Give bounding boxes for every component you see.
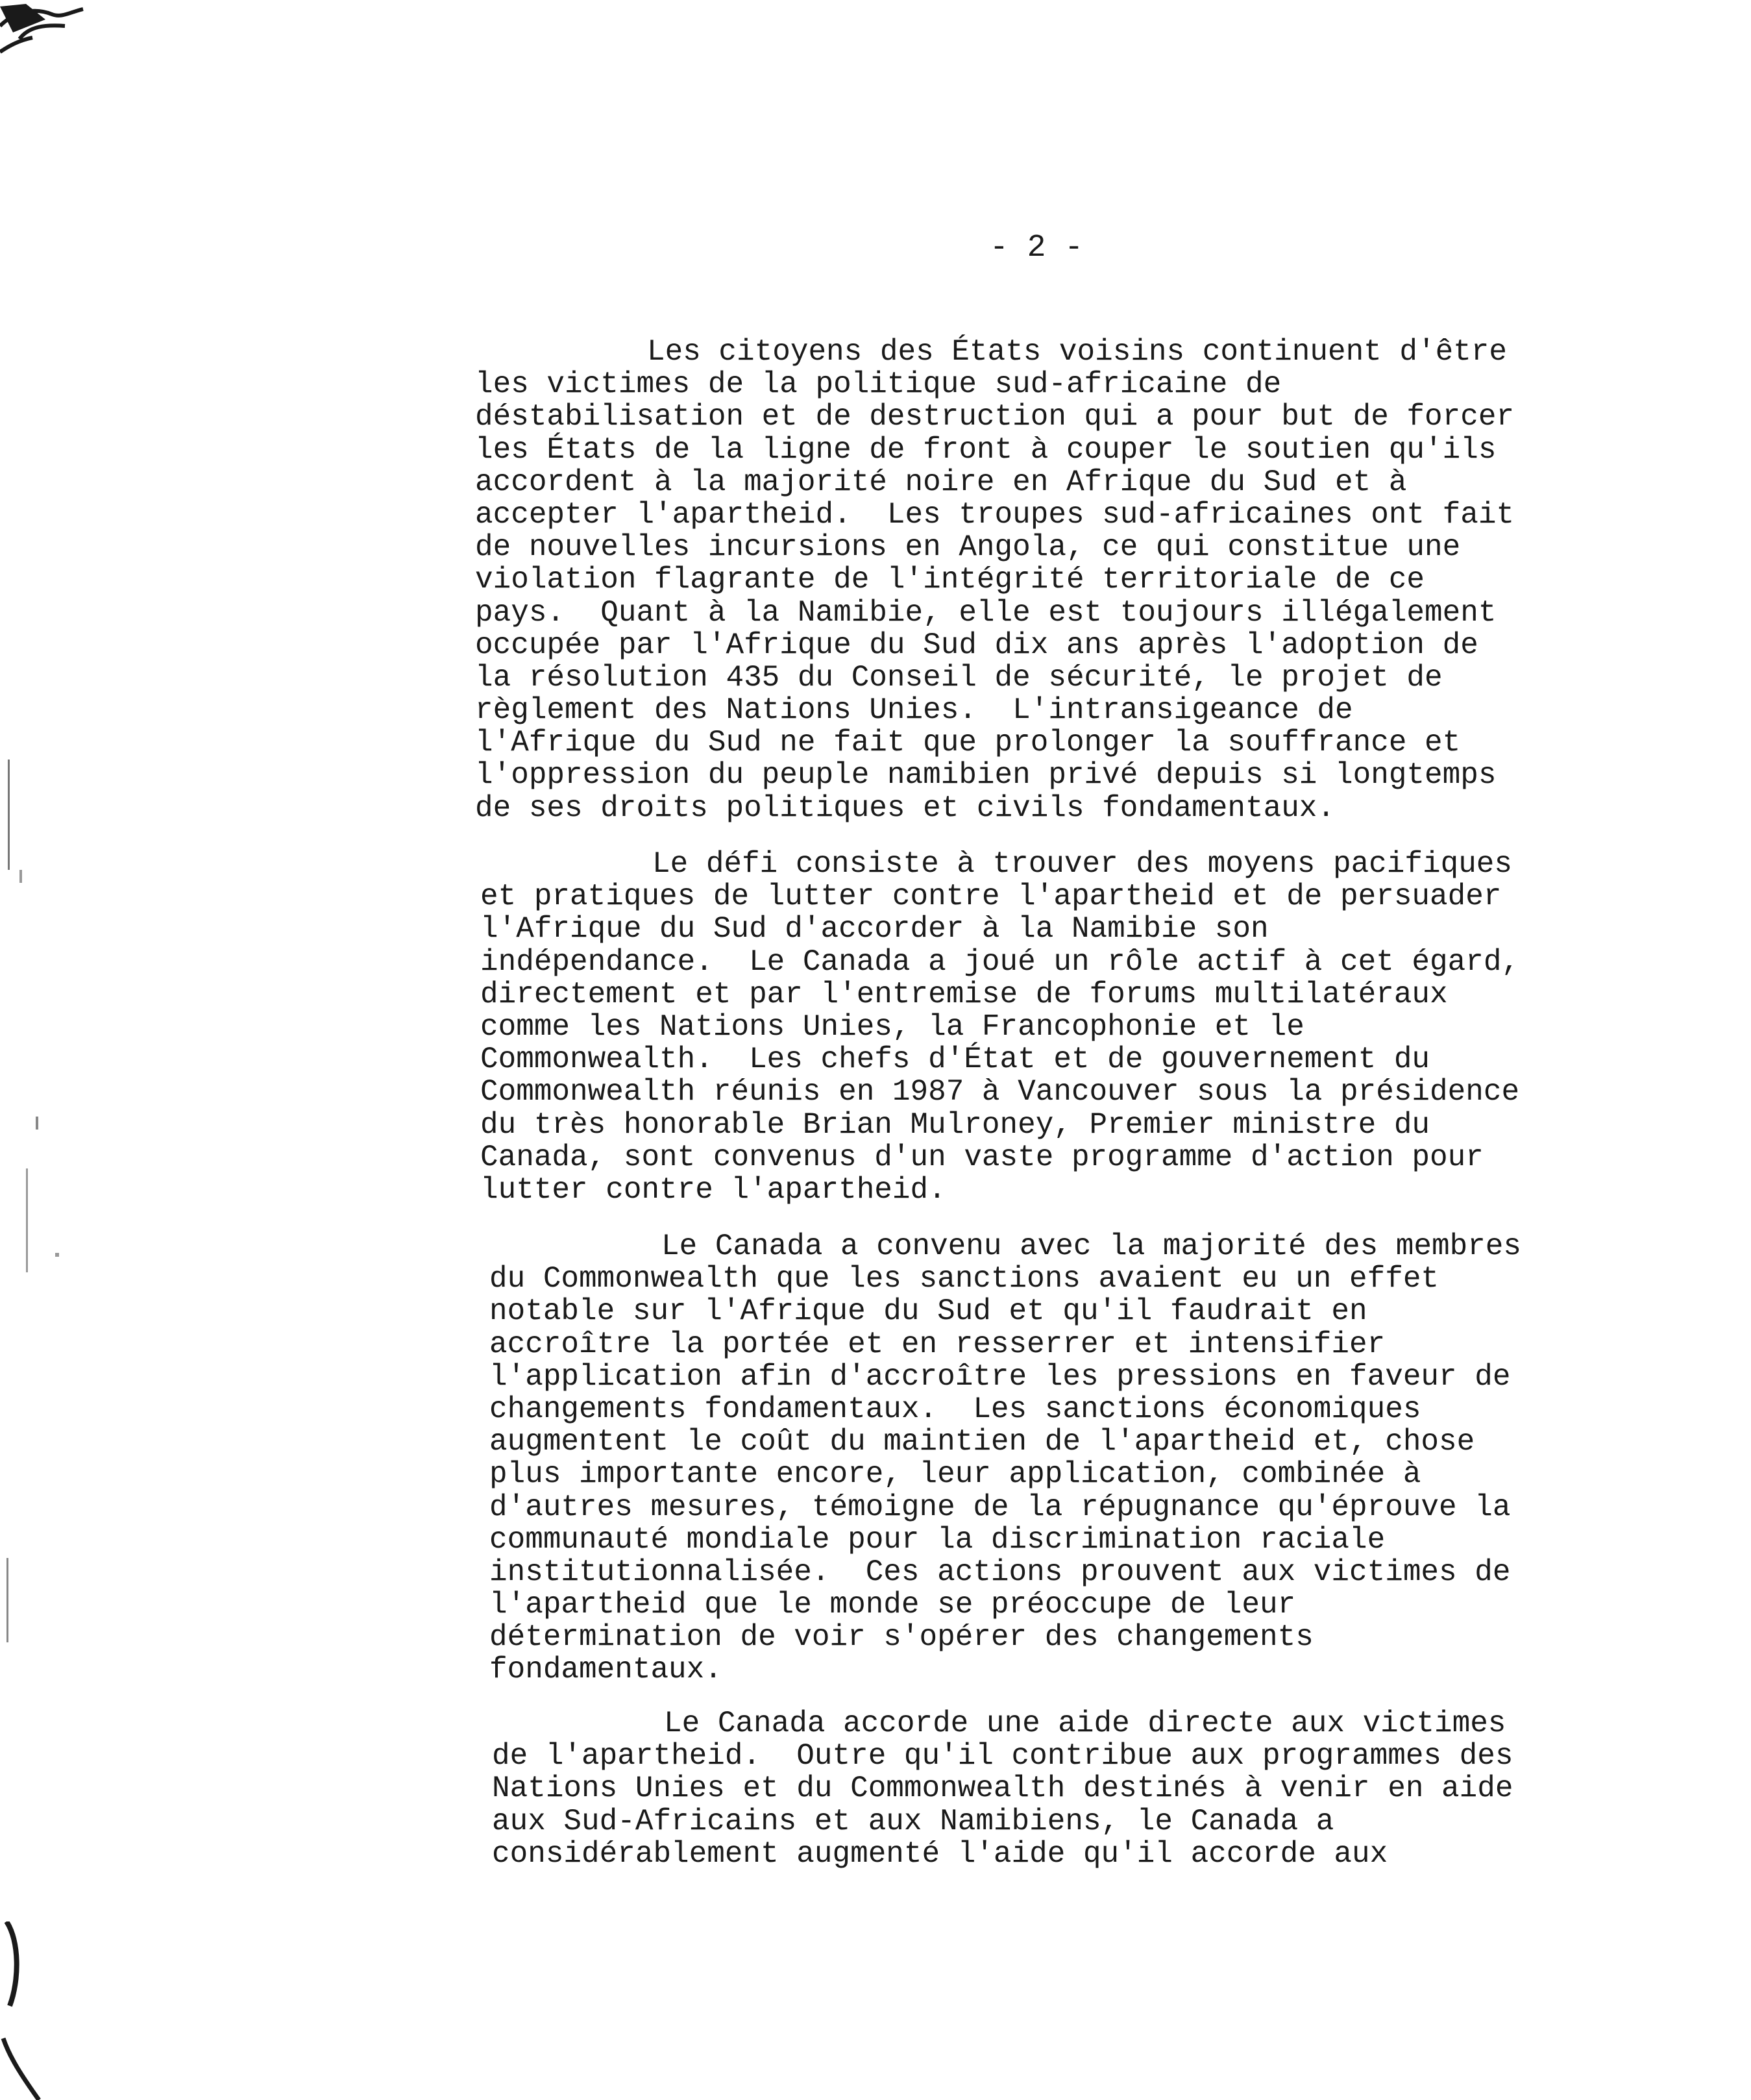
left-edge-speck — [6, 1558, 8, 1642]
left-edge-speck — [19, 870, 22, 883]
left-edge-speck — [8, 760, 10, 870]
text-line: accepter l'apartheid. Les troupes sud-africaines ont fait — [475, 497, 1515, 532]
text-line: de ses droits politiques et civils fondamentaux. — [475, 791, 1336, 825]
text-line: violation flagrante de l'intégrité territoriale de ce — [475, 563, 1425, 597]
text-line: directement et par l'entremise de forums multilatéraux — [480, 977, 1448, 1011]
text-line: les victimes de la politique sud-africaine de — [475, 367, 1282, 402]
text-line: Commonwealth réunis en 1987 à Vancouver sous la présidence — [480, 1075, 1520, 1109]
text-line: indépendance. Le Canada a joué un rôle actif à cet égard, — [480, 945, 1520, 979]
left-edge-bracket-mark — [0, 1921, 52, 2100]
left-edge-speck — [36, 1117, 38, 1130]
text-line: aux Sud-Africains et aux Namibiens, le Canada a — [492, 1804, 1334, 1838]
text-line: Le défi consiste à trouver des moyens pacifiques — [652, 847, 1513, 881]
text-line: l'Afrique du Sud d'accorder à la Namibie son — [480, 912, 1269, 946]
text-line: Commonwealth. Les chefs d'État et de gouvernement du — [480, 1043, 1430, 1077]
text-line: occupée par l'Afrique du Sud dix ans après l'adoption de — [475, 628, 1478, 662]
text-line: de l'apartheid. Outre qu'il contribue aux programmes des — [492, 1739, 1513, 1773]
text-line: institutionnalisée. Ces actions prouvent aux victimes de — [489, 1555, 1511, 1589]
text-line: communauté mondiale pour la discrimination raciale — [489, 1522, 1386, 1557]
text-line: Le Canada a convenu avec la majorité des membres — [661, 1229, 1522, 1263]
text-line: l'Afrique du Sud ne fait que prolonger la souffrance et — [475, 726, 1461, 760]
paragraph-destabilization — [475, 336, 1514, 824]
text-line: comme les Nations Unies, la Francophonie et le — [480, 1009, 1304, 1044]
text-line: fondamentaux. — [489, 1653, 722, 1687]
text-line: pays. Quant à la Namibie, elle est toujours illégalement — [475, 595, 1497, 630]
text-line: l'oppression du peuple namibien privé depuis si longtemps — [475, 758, 1497, 793]
text-line: accroître la portée et en resserrer et intensifier — [489, 1327, 1386, 1361]
text-line: plus importante encore, leur application, combinée à — [489, 1457, 1421, 1492]
text-line: l'application afin d'accroître les pressions en faveur de — [489, 1359, 1511, 1394]
corner-scribble-mark — [0, 0, 104, 84]
text-line: Nations Unies et du Commonwealth destinés à venir en aide — [492, 1772, 1513, 1806]
text-line: Canada, sont convenus d'un vaste programme d'action pour — [480, 1140, 1484, 1174]
paragraph-sanctions — [489, 1230, 1521, 1686]
text-line: de nouvelles incursions en Angola, ce qui constitue une — [475, 530, 1461, 565]
text-line: du Commonwealth que les sanctions avaient eu un effet — [489, 1262, 1439, 1296]
text-line: Le Canada accorde une aide directe aux victimes — [664, 1707, 1506, 1740]
paragraph-challenge — [480, 848, 1519, 1206]
text-line: la résolution 435 du Conseil de sécurité, le projet de — [475, 660, 1443, 695]
text-line: et pratiques de lutter contre l'apartheid et de persuader — [480, 880, 1502, 914]
text-line: l'apartheid que le monde se préoccupe de leur — [489, 1588, 1296, 1622]
text-line: déstabilisation et de destruction qui a pour but de forcer — [475, 400, 1515, 434]
left-edge-speck — [55, 1253, 59, 1257]
text-line: détermination de voir s'opérer des changements — [489, 1620, 1314, 1655]
text-line: changements fondamentaux. Les sanctions économiques — [489, 1392, 1421, 1426]
text-line: règlement des Nations Unies. L'intransigeance de — [475, 693, 1353, 728]
left-edge-speck — [26, 1168, 28, 1272]
text-line: du très honorable Brian Mulroney, Premier ministre du — [480, 1107, 1430, 1142]
text-line: Les citoyens des États voisins continuent d'être — [647, 335, 1508, 369]
text-line: accordent à la majorité noire en Afrique du Sud et à — [475, 465, 1407, 499]
text-line: considérablement augmenté l'aide qu'il accorde aux — [492, 1836, 1388, 1871]
text-line: lutter contre l'apartheid. — [480, 1172, 946, 1207]
text-line: augmentent le coût du maintien de l'apartheid et, chose — [489, 1425, 1475, 1459]
text-line: les États de la ligne de front à couper le soutien qu'ils — [475, 432, 1497, 467]
paragraph-direct-aid — [492, 1707, 1513, 1870]
page-number: - 2 - — [990, 230, 1084, 266]
text-line: d'autres mesures, témoigne de la répugnance qu'éprouve la — [489, 1490, 1511, 1524]
text-line: notable sur l'Afrique du Sud et qu'il faudrait en — [489, 1294, 1367, 1329]
